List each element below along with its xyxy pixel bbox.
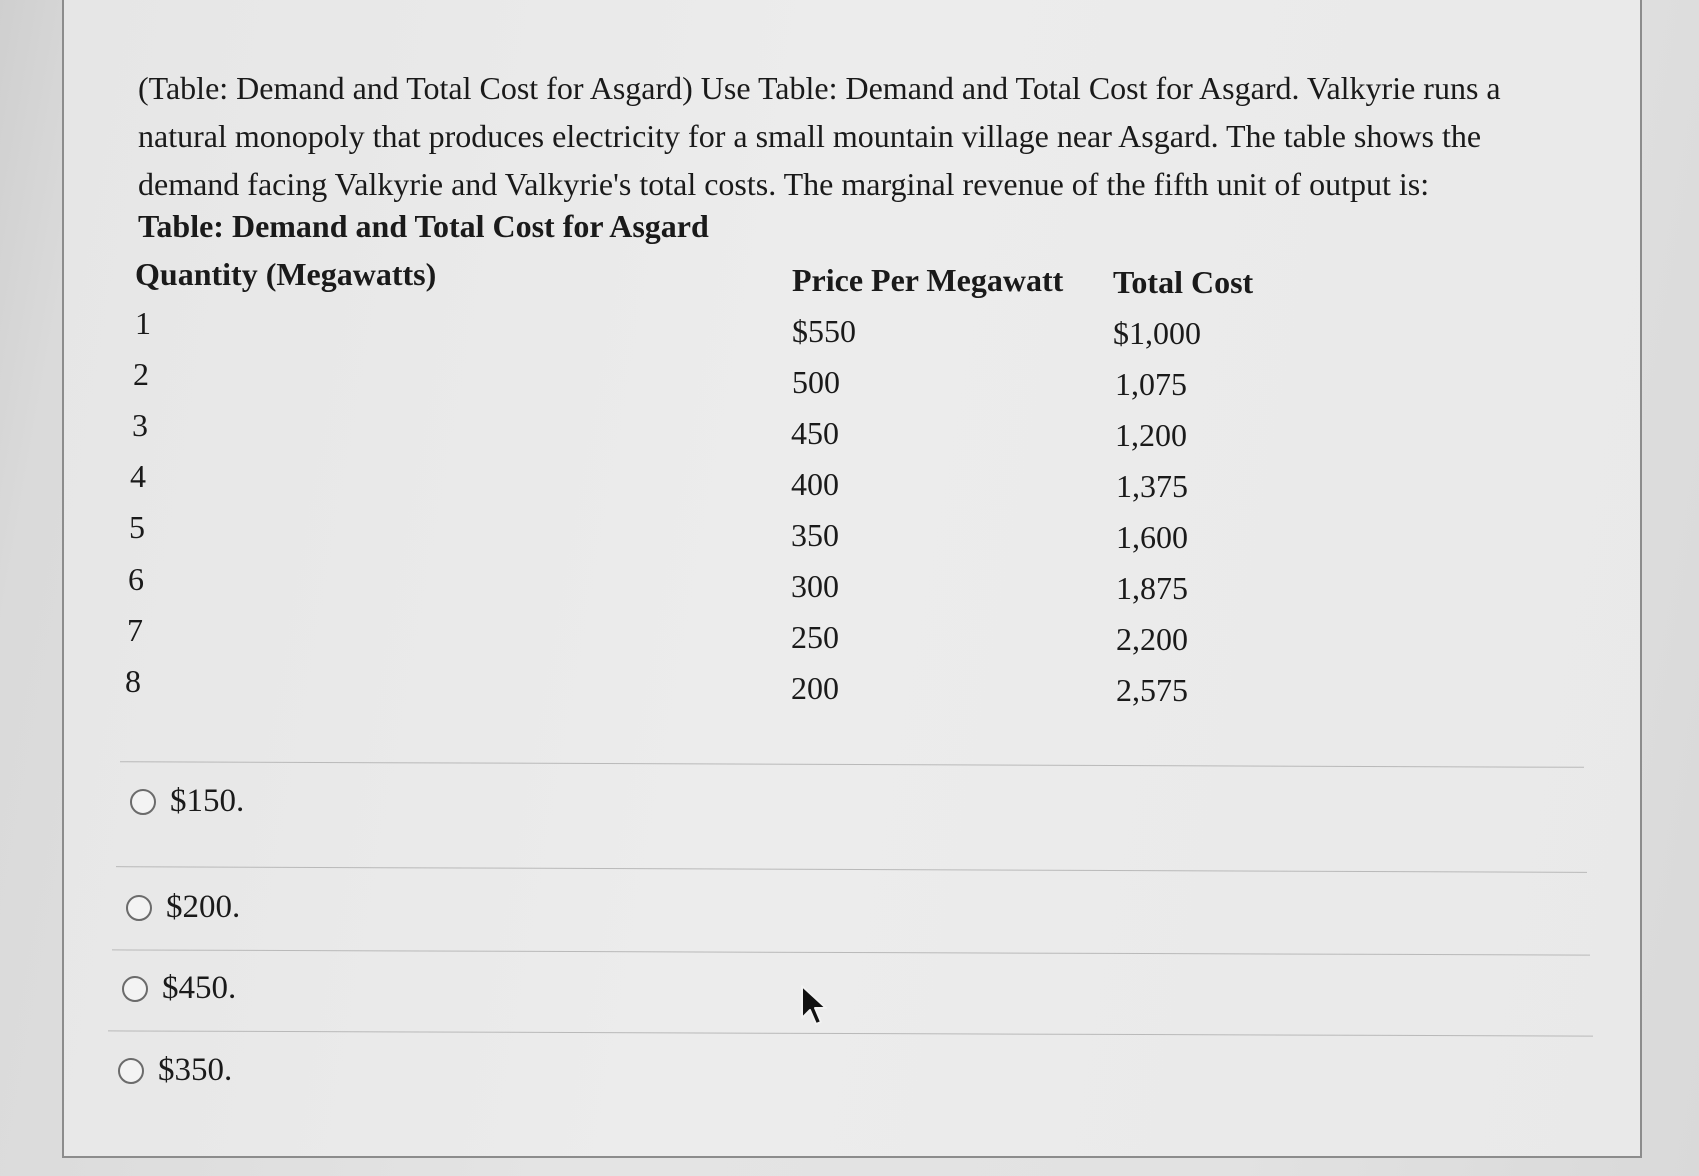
table-cell-price: 300 xyxy=(791,568,839,604)
table-cell-quantity: 4 xyxy=(130,458,146,494)
answer-option-label: $150. xyxy=(170,783,245,819)
table-cell-price: $550 xyxy=(792,313,856,349)
table-cell-price: 200 xyxy=(791,670,839,706)
table-cell-price: 450 xyxy=(791,415,839,451)
table-cell-total-cost: 1,200 xyxy=(1115,417,1187,453)
answer-option-label: $450. xyxy=(162,970,237,1006)
table-cell-total-cost: 2,575 xyxy=(1116,672,1188,708)
table-cell-quantity: 8 xyxy=(125,663,141,699)
answer-option-b[interactable] xyxy=(126,889,240,926)
table-cell-price: 350 xyxy=(791,517,839,553)
radio-button-icon[interactable] xyxy=(126,895,152,921)
table-cell-total-cost: 2,200 xyxy=(1116,621,1188,657)
table-cell-quantity: 1 xyxy=(135,305,151,341)
table-cell-quantity: 2 xyxy=(133,356,149,392)
answer-option-d[interactable] xyxy=(118,1052,232,1089)
answer-option-c[interactable] xyxy=(122,970,236,1007)
column-header-total-cost: Total Cost xyxy=(1113,264,1254,300)
table-cell-price: 400 xyxy=(791,466,839,502)
table-cell-quantity: 7 xyxy=(127,612,143,648)
table-cell-total-cost: 1,875 xyxy=(1116,570,1188,606)
column-header-quantity: Quantity (Megawatts) xyxy=(135,256,437,292)
table-cell-price: 500 xyxy=(792,364,840,400)
table-cell-quantity: 6 xyxy=(128,561,144,597)
table-cell-quantity: 3 xyxy=(132,407,148,443)
radio-button-icon[interactable] xyxy=(118,1058,144,1084)
answer-option-a[interactable] xyxy=(130,783,244,820)
answer-option-label: $350. xyxy=(158,1052,233,1088)
radio-button-icon[interactable] xyxy=(130,789,156,815)
mouse-pointer-icon xyxy=(800,984,830,1028)
answer-option-label: $200. xyxy=(166,889,241,925)
table-cell-total-cost: 1,075 xyxy=(1115,366,1187,402)
column-header-price: Price Per Megawatt xyxy=(792,262,1064,298)
table-cell-price: 250 xyxy=(791,619,839,655)
table-cell-total-cost: 1,375 xyxy=(1116,468,1188,504)
question-text: (Table: Demand and Total Cost for Asgard) Use Table: Demand and Total Cost for Asgard. Valkyrie runs a natural monopoly that produces electricity for a small mountain village near Asgard. The table shows the demand facing Valkyrie and Valkyrie's total costs. The marginal revenue of the fifth unit of output is: xyxy=(138,70,1501,202)
table-title: Table: Demand and Total Cost for Asgard xyxy=(138,208,709,244)
table-cell-quantity: 5 xyxy=(129,509,145,545)
table-cell-total-cost: $1,000 xyxy=(1113,315,1201,351)
radio-button-icon[interactable] xyxy=(122,976,148,1002)
table-cell-total-cost: 1,600 xyxy=(1116,519,1188,555)
